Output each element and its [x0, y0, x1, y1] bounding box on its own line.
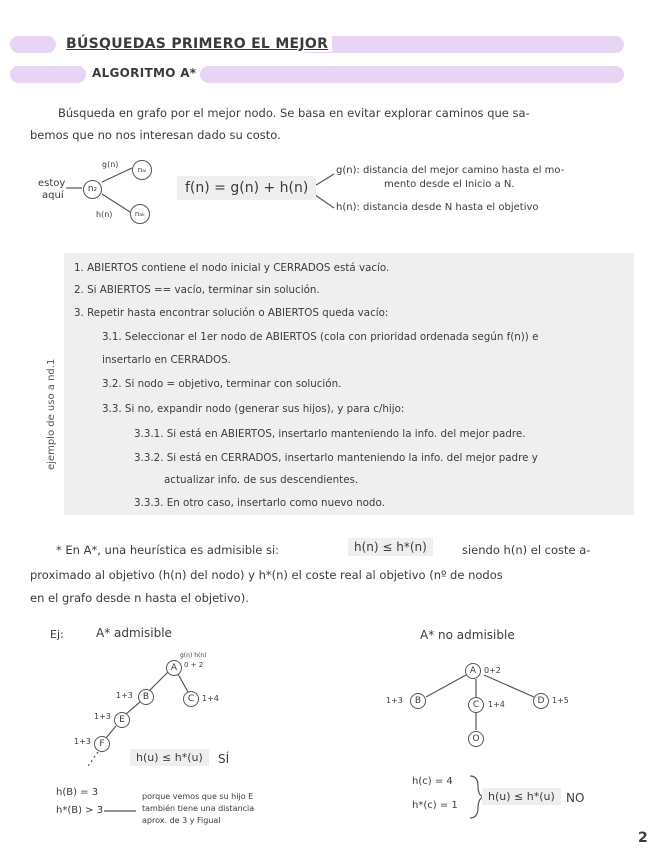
right-example-title: A* no admisible: [420, 628, 515, 642]
left-note-2: también tiene una distancia: [142, 804, 255, 813]
edge-h-label: h(n): [96, 210, 113, 219]
right-node-o: O: [468, 731, 484, 747]
intro-line-1: Búsqueda en grafo por el mejor nodo. Se basa en evitar explorar caminos que sa-: [58, 106, 530, 120]
left-node-c: C: [183, 691, 199, 707]
admissible-line-1b: siendo h(n) el coste a-: [462, 543, 591, 557]
admissible-condition: h(n) ≤ h*(n): [348, 538, 433, 556]
node-ni: nₐᵢ: [132, 160, 152, 180]
right-h-value: h(c) = 4: [412, 776, 453, 787]
page-subtitle: ALGORITMO A*: [88, 66, 200, 80]
right-label-b: 1+3: [386, 696, 403, 705]
example-label: Ej:: [50, 628, 64, 641]
step-3: 3. Repetir hasta encontrar solución o ABIERTOS queda vacío:: [74, 307, 389, 319]
step-3-1b: insertarlo en CERRADOS.: [102, 354, 231, 366]
step-2: 2. Si ABIERTOS == vacío, terminar sin solución.: [74, 284, 320, 296]
cost-formula: f(n) = g(n) + h(n): [177, 176, 316, 200]
right-label-c: 1+4: [488, 700, 505, 709]
h-definition: h(n): distancia desde N hasta el objetivo: [336, 202, 539, 213]
left-node-b: B: [138, 689, 154, 705]
right-node-b: B: [410, 693, 426, 709]
left-node-f: F: [94, 736, 110, 752]
admissible-line-2: proximado al objetivo (h(n) del nodo) y h*(n) el coste real al objetivo (nº de nodos: [30, 568, 503, 582]
right-label-a: 0+2: [484, 666, 501, 675]
right-node-d: D: [533, 693, 549, 709]
left-top-note-2: 0 + 2: [184, 661, 204, 669]
g-definition-1: g(n): distancia del mejor camino hasta el mo-: [336, 165, 565, 176]
admissible-line-1a: * En A*, una heurística es admisible si:: [56, 543, 280, 557]
right-condition-box: h(u) ≤ h*(u): [482, 788, 561, 805]
left-condition-box: h(u) ≤ h*(u): [130, 749, 209, 766]
right-label-d: 1+5: [552, 696, 569, 705]
right-node-c: C: [468, 697, 484, 713]
left-example-title: A* admisible: [96, 626, 172, 640]
left-result: SÍ: [218, 752, 230, 766]
node-n: n₂: [83, 180, 102, 199]
left-node-a: A: [166, 660, 182, 676]
g-definition-2: mento desde el Inicio a N.: [384, 179, 515, 190]
step-3-3-1: 3.3.1. Si está en ABIERTOS, insertarlo manteniendo la info. del mejor padre.: [134, 428, 526, 440]
step-3-1a: 3.1. Seleccionar el 1er nodo de ABIERTOS (cola con prioridad ordenada según f(n)) e: [102, 331, 539, 343]
step-1: 1. ABIERTOS contiene el nodo inicial y CERRADOS está vacío.: [74, 262, 390, 274]
intro-line-2: bemos que no nos interesan dado su costo.: [30, 128, 281, 142]
left-top-note-1: g(n) h(n): [180, 652, 207, 659]
node-nk: nₐₖ: [130, 204, 150, 224]
left-label-f: 1+3: [74, 737, 91, 746]
left-h-value: h(B) = 3: [56, 787, 99, 798]
step-3-3-2a: 3.3.2. Si está en CERRADOS, insertarlo manteniendo la info. del mejor padre y: [134, 452, 538, 464]
step-3-3-3: 3.3.3. En otro caso, insertarlo como nuevo nodo.: [134, 497, 385, 509]
left-label-e: 1+3: [94, 712, 111, 721]
edge-g-label: g(n): [102, 160, 119, 169]
right-node-a: A: [465, 663, 481, 679]
step-3-3: 3.3. Si no, expandir nodo (generar sus hijos), y para c/hijo:: [102, 403, 405, 415]
left-hstar-value: h*(B) > 3: [56, 805, 104, 816]
admissible-line-3: en el grafo desde n hasta el objetivo).: [30, 591, 249, 605]
here-label-1: estoy: [38, 178, 66, 189]
page-number: 2: [638, 830, 648, 846]
left-note-3: aprox. de 3 y Figual: [142, 816, 221, 825]
here-label-2: aquí: [42, 190, 64, 201]
page-title: BÚSQUEDAS PRIMERO EL MEJOR: [62, 36, 332, 52]
right-hstar-value: h*(c) = 1: [412, 800, 458, 811]
left-label-b: 1+3: [116, 691, 133, 700]
left-label-c: 1+4: [202, 694, 219, 703]
step-3-2: 3.2. Si nodo = objetivo, terminar con solución.: [102, 378, 342, 390]
left-node-e: E: [114, 712, 130, 728]
step-3-3-2b: actualizar info. de sus descendientes.: [164, 474, 359, 486]
side-note: ejemplo de uso a nd.1: [46, 358, 57, 470]
left-note-1: porque vemos que su hijo E: [142, 792, 254, 801]
right-result: NO: [566, 791, 585, 805]
